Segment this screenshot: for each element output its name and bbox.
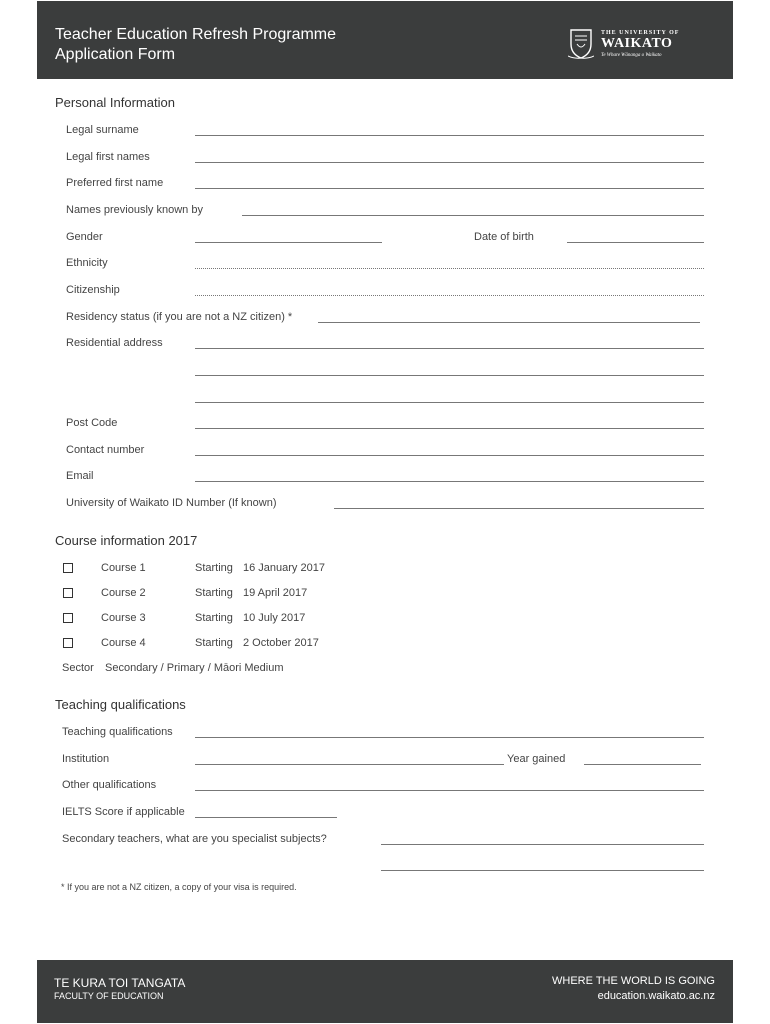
post-code-label: Post Code bbox=[66, 417, 118, 429]
institution-label: Institution bbox=[62, 753, 110, 765]
gender-field[interactable] bbox=[195, 242, 382, 243]
course-4-starting-label: Starting bbox=[195, 637, 233, 649]
course-4-date: 2 October 2017 bbox=[243, 637, 319, 649]
legal-surname-label: Legal surname bbox=[66, 124, 139, 136]
course-2-starting-label: Starting bbox=[195, 587, 233, 599]
year-gained-label: Year gained bbox=[507, 753, 566, 765]
names-previously-known-field[interactable] bbox=[242, 215, 704, 216]
footer-website-link[interactable]: education.waikato.ac.nz bbox=[597, 990, 715, 1002]
residential-address-line-1[interactable] bbox=[195, 348, 704, 349]
course-4-checkbox[interactable] bbox=[63, 638, 73, 648]
personal-info-heading: Personal Information bbox=[55, 95, 175, 110]
names-previously-known-label: Names previously known by bbox=[66, 204, 203, 216]
legal-surname-field[interactable] bbox=[195, 135, 704, 136]
waikato-id-label: University of Waikato ID Number (If known) bbox=[66, 497, 277, 509]
course-1-starting-label: Starting bbox=[195, 562, 233, 574]
footer-faculty-english: FACULTY OF EDUCATION bbox=[54, 991, 164, 1001]
gender-label: Gender bbox=[66, 231, 103, 243]
course-3-date: 10 July 2017 bbox=[243, 612, 306, 624]
logo-name: WAIKATO bbox=[601, 36, 673, 51]
specialist-subjects-label: Secondary teachers, what are you specialist subjects? bbox=[62, 833, 327, 845]
teaching-qualifications-label: Teaching qualifications bbox=[62, 726, 173, 738]
visa-note: * If you are not a NZ citizen, a copy of your visa is required. bbox=[61, 882, 297, 892]
preferred-first-name-field[interactable] bbox=[195, 188, 704, 189]
year-gained-field[interactable] bbox=[584, 764, 701, 765]
ielts-score-label: IELTS Score if applicable bbox=[62, 806, 185, 818]
sector-label: Sector bbox=[62, 662, 94, 674]
waikato-id-field[interactable] bbox=[334, 508, 704, 509]
email-field[interactable] bbox=[195, 481, 704, 482]
form-title-line2: Application Form bbox=[55, 46, 176, 63]
citizenship-label: Citizenship bbox=[66, 284, 120, 296]
logo-motto: Te Whare Wānanga o Waikato bbox=[601, 53, 662, 58]
teaching-qualifications-field[interactable] bbox=[195, 737, 704, 738]
ethnicity-field[interactable] bbox=[195, 268, 704, 269]
logo-top-text: THE UNIVERSITY OF bbox=[601, 30, 680, 36]
residential-address-label: Residential address bbox=[66, 337, 163, 349]
other-qualifications-field[interactable] bbox=[195, 790, 704, 791]
specialist-subjects-line-1[interactable] bbox=[381, 844, 704, 845]
crest-icon bbox=[568, 28, 594, 60]
legal-first-names-field[interactable] bbox=[195, 162, 704, 163]
other-qualifications-label: Other qualifications bbox=[62, 779, 157, 791]
contact-number-label: Contact number bbox=[66, 444, 145, 456]
preferred-first-name-label: Preferred first name bbox=[66, 177, 164, 189]
residency-status-label: Residency status (if you are not a NZ citizen) * bbox=[66, 311, 293, 323]
ielts-score-field[interactable] bbox=[195, 817, 337, 818]
course-3-starting-label: Starting bbox=[195, 612, 233, 624]
specialist-subjects-line-2[interactable] bbox=[381, 870, 704, 871]
residential-address-line-2[interactable] bbox=[195, 375, 704, 376]
course-2-name: Course 2 bbox=[101, 587, 146, 599]
residency-status-field[interactable] bbox=[318, 322, 700, 323]
residential-address-line-3[interactable] bbox=[195, 402, 704, 403]
form-title bbox=[55, 25, 336, 65]
sector-options[interactable]: Secondary / Primary / Māori Medium bbox=[105, 662, 284, 674]
course-3-name: Course 3 bbox=[101, 612, 146, 624]
course-2-date: 19 April 2017 bbox=[243, 587, 308, 599]
legal-first-names-label: Legal first names bbox=[66, 151, 150, 163]
footer-faculty-maori: TE KURA TOI TANGATA bbox=[54, 976, 186, 990]
teaching-quals-heading: Teaching qualifications bbox=[55, 697, 186, 712]
form-title-line1: Teacher Education Refresh Programme bbox=[55, 26, 337, 43]
ethnicity-label: Ethnicity bbox=[66, 257, 108, 269]
citizenship-field[interactable] bbox=[195, 295, 704, 296]
form-footer bbox=[37, 960, 733, 1023]
course-1-name: Course 1 bbox=[101, 562, 146, 574]
post-code-field[interactable] bbox=[195, 428, 704, 429]
footer-tagline: WHERE THE WORLD IS GOING bbox=[552, 975, 715, 987]
date-of-birth-field[interactable] bbox=[567, 242, 704, 243]
institution-field[interactable] bbox=[195, 764, 504, 765]
course-1-checkbox[interactable] bbox=[63, 563, 73, 573]
form-header bbox=[37, 1, 733, 79]
university-logo bbox=[568, 28, 683, 64]
course-info-heading: Course information 2017 bbox=[55, 533, 198, 548]
date-of-birth-label: Date of birth bbox=[474, 231, 534, 243]
course-1-date: 16 January 2017 bbox=[243, 562, 325, 574]
course-3-checkbox[interactable] bbox=[63, 613, 73, 623]
course-2-checkbox[interactable] bbox=[63, 588, 73, 598]
email-label: Email bbox=[66, 470, 94, 482]
course-4-name: Course 4 bbox=[101, 637, 146, 649]
contact-number-field[interactable] bbox=[195, 455, 704, 456]
